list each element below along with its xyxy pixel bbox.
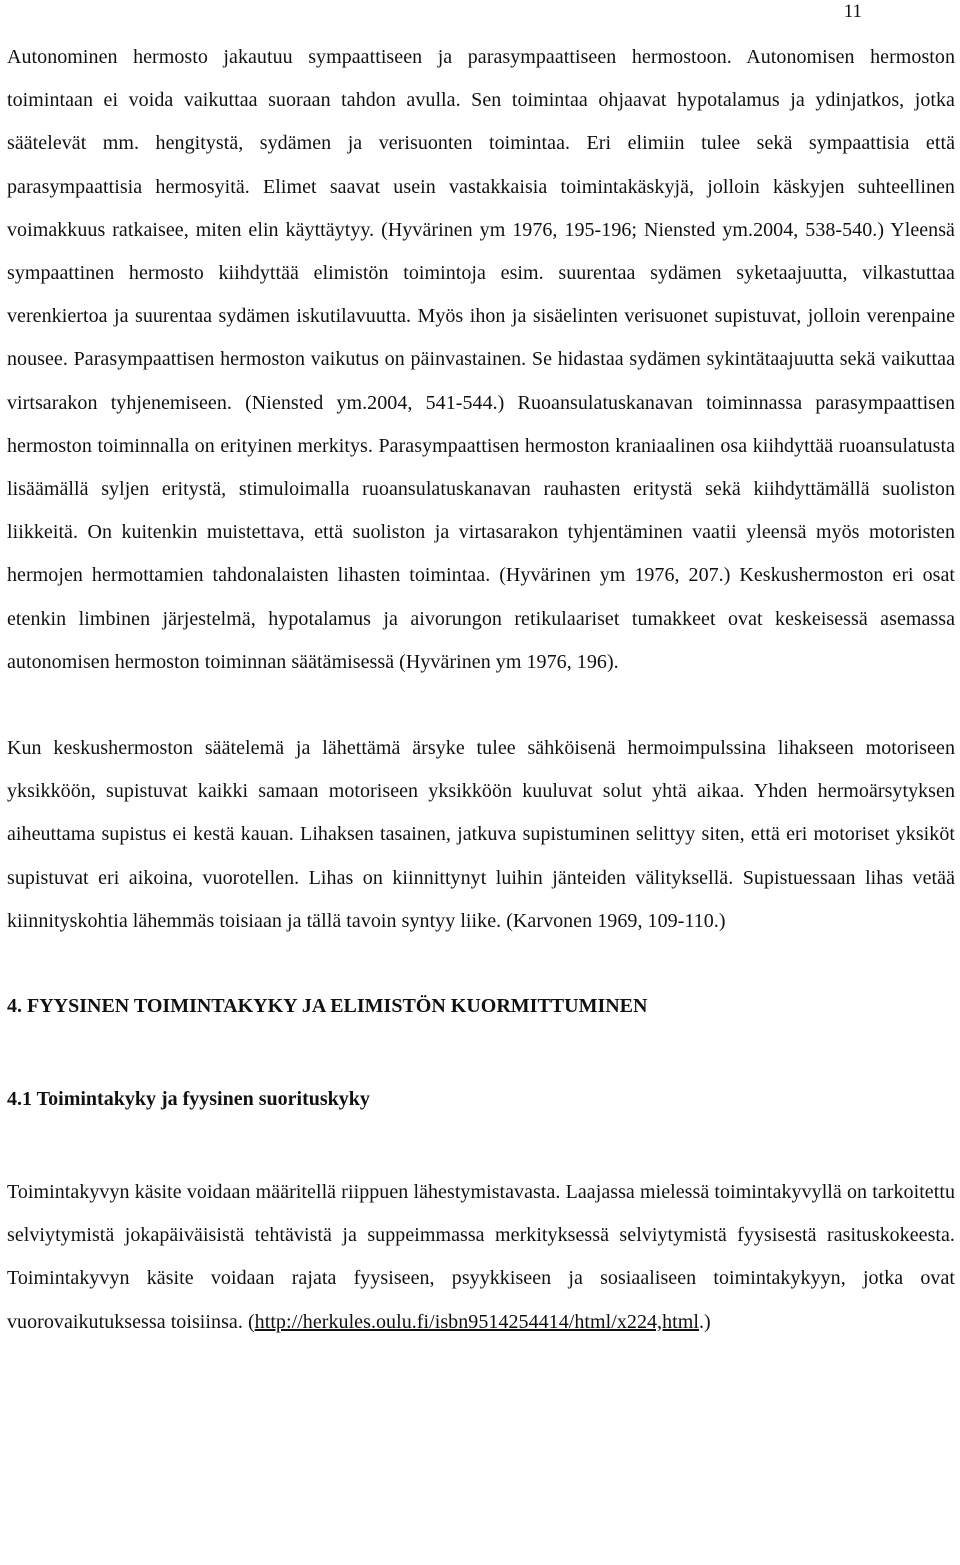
section-heading: 4. FYYSINEN TOIMINTAKYKY JA ELIMISTÖN KUORMITTUMINEN xyxy=(7,995,648,1018)
page-number: 11 xyxy=(843,1,862,22)
citation-open: ( xyxy=(247,1310,255,1333)
paragraph-motor-unit: Kun keskushermoston säätelemä ja lähettämä ärsyke tulee sähköisenä hermoimpulssina lihakseen motoriseen yksikköön, supistuvat kaikki samaan motoriseen yksikköön kuuluvat solut yhtä aikaa. Yhden hermoärsytyksen aiheuttama supistus ei kestä kauan. Lihaksen tasainen, jatkuva supistuminen selittyy siten, että eri motoriset yksiköt supistuvat eri aikoina, vuorotellen. Lihas on kiinnittynyt luihin jänteiden välityksellä. Supistuessaan lihas vetää kiinnityskohtia lähemmäs toisiaan ja tällä tavoin syntyy liike. (Karvonen 1969, 109-110.) xyxy=(7,737,955,932)
citation-close: .) xyxy=(698,1310,711,1333)
paragraph-text: Toimintakyvyn käsite voidaan määritellä riippuen lähestymistavasta. Laajassa mielessä toimintakyvyllä on tarkoitettu selviytymistä jokapäiväisistä tehtävistä ja suppeimmassa merkityksessä selviytymistä fyysisestä rasituskokeesta. Toimintakyvyn käsite voidaan rajata fyysiseen, psyykkiseen ja sosiaaliseen toimintakykyyn, jotka ovat vuorovaikutuksessa toisiinsa. xyxy=(7,1181,955,1333)
subsection-heading: 4.1 Toimintakyky ja fyysinen suorituskyky xyxy=(7,1088,370,1111)
paragraph-functional-capacity xyxy=(7,1171,955,1344)
paragraph-autonomic-nervous-system: Autonominen hermosto jakautuu sympaattiseen ja parasympaattiseen hermostoon. Autonomisen hermoston toimintaan ei voida vaikuttaa suoraan tahdon avulla. Sen toimintaa ohjaavat hypotalamus ja ydinjatkos, jotka säätelevät mm. hengitystä, sydämen ja verisuonten toimintaa. Eri elimiin tulee sekä sympaattisia että parasympaattisia hermosyitä. Elimet saavat usein vastakkaisia toimintakäskyjä, jolloin käskyjen suhteellinen voimakkuus ratkaisee, miten elin käyttäytyy. (Hyvärinen ym 1976, 195-196; Niensted ym.2004, 538-540.) Yleensä sympaattinen hermosto kiihdyttää elimistön toimintoja esim. suurentaa sydämen syketaajuutta, vilkastuttaa verenkiertoa ja suurentaa sydämen iskutilavuutta. Myös ihon ja sisäelinten verisuonet supistuvat, jolloin verenpaine nousee. Parasympaattisen hermoston vaikutus on päinvastainen. Se hidastaa sydämen sykintätaajuutta sekä vaikuttaa virtsarakon tyhjenemiseen. (Niensted ym.2004, 541-544.) Ruoansulatuskanavan toiminnassa parasympaattisen hermoston toiminnalla on erityinen merkitys. Parasympaattisen hermoston kraniaalinen osa kiihdyttää ruoansulatusta lisäämällä syljen eritystä, stimuloimalla ruoansulatuskanavan rauhasten eritystä sekä kiihdyttämällä suoliston liikkeitä. On kuitenkin muistettava, että suoliston ja virtasarakon tyhjentäminen vaatii yleensä myös motoristen hermojen hermottamien tahdonalaisten lihasten toimintaa. (Hyvärinen ym 1976, 207.) Keskushermoston eri osat etenkin limbinen järjestelmä, hypotalamus ja aivorungon retikulaariset tumakkeet ovat keskeisessä asemassa autonomisen hermoston toiminnan säätämisessä (Hyvärinen ym 1976, 196). xyxy=(7,46,955,673)
source-link[interactable]: http://herkules.oulu.fi/isbn9514254414/html/x224,html xyxy=(254,1310,699,1333)
document-body xyxy=(7,36,955,1344)
